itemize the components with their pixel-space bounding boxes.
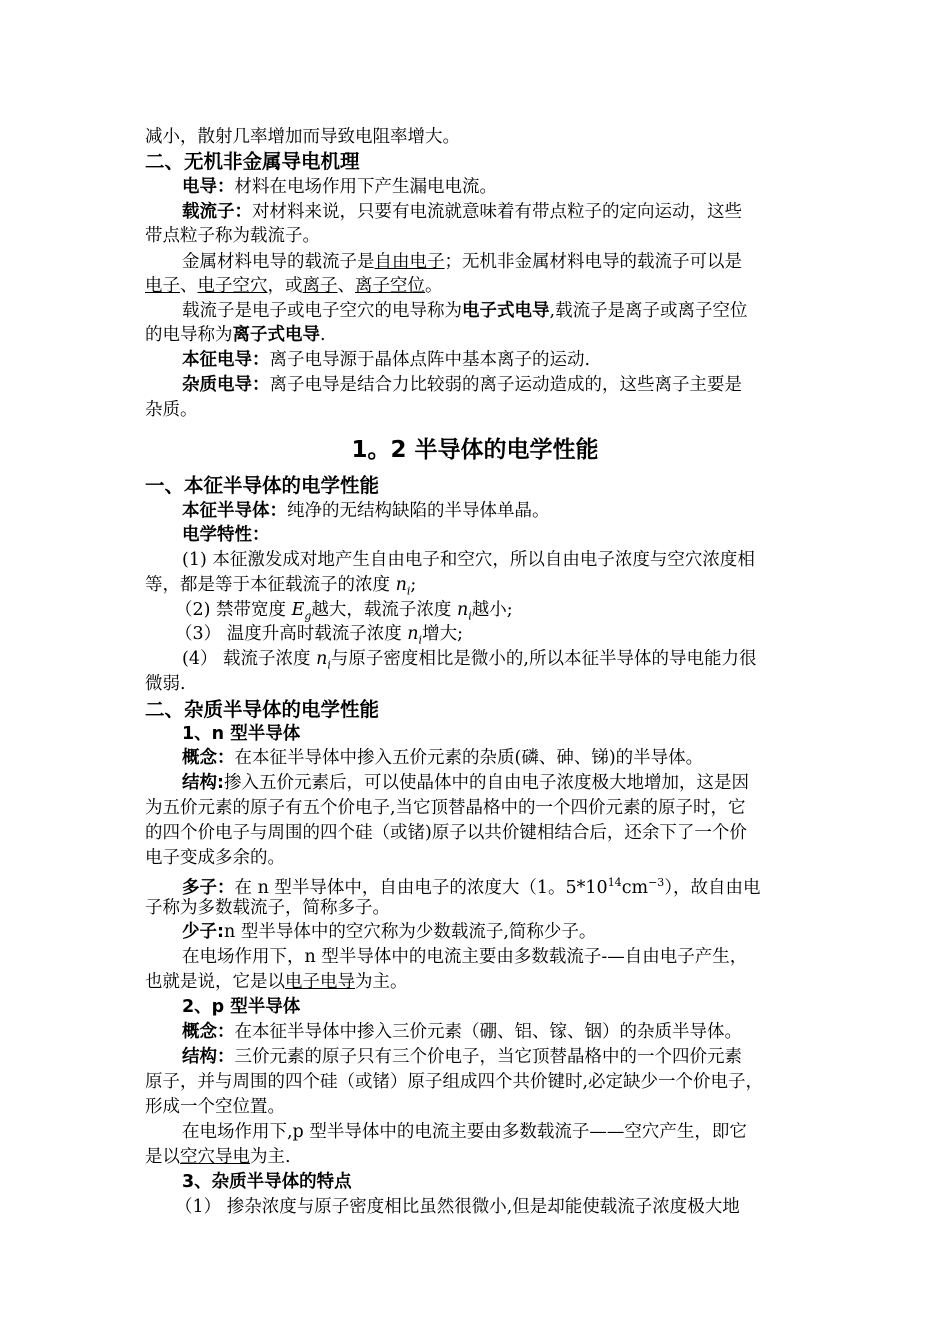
text: ），故自由电: [664, 877, 761, 898]
paragraph-p-field: [182, 1120, 747, 1144]
text: 也就是说，它是以: [145, 972, 285, 992]
superscript: 14: [607, 876, 622, 889]
text: 带点粒子称为载流子。: [145, 226, 320, 246]
text: 形成一个空位置。: [145, 1097, 285, 1117]
term: 结构:: [182, 773, 224, 793]
text: 与原子密度相比是微小的,所以本征半导体的导电能力很: [330, 649, 757, 669]
text: ；无机非金属材料电导的载流子可以是: [444, 252, 742, 272]
term: 电学特性：: [182, 525, 270, 545]
underlined-term: 自由电子: [374, 252, 445, 272]
definition-n-structure-cont: [145, 821, 747, 845]
text: ;: [410, 575, 417, 595]
underlined-term: 电子空穴: [197, 276, 268, 296]
subheading-features: [182, 1170, 352, 1194]
paragraph-conduction-types-cont: [145, 323, 326, 347]
text: 越小;: [471, 600, 513, 620]
symbol: i: [327, 658, 331, 672]
symbol: E: [291, 600, 305, 620]
paragraph-continuation: [145, 125, 460, 149]
definition-minority-carrier: [182, 920, 596, 944]
text: 为五价元素的原子有五个价电子,当它顶替晶格中的一个四价元素的原子时，它: [145, 798, 746, 818]
term: 电导：: [182, 177, 235, 197]
chapter-title: 1。2 半导体的电学性能: [351, 437, 599, 463]
text: 载流子是电子或电子空穴的电导称为: [182, 301, 462, 321]
text: .: [320, 325, 326, 345]
term: 杂质电导：: [182, 375, 270, 395]
underlined-term: 电子: [145, 276, 180, 296]
term: 1、n 型半导体: [182, 724, 301, 744]
term: 本征半导体：: [182, 501, 287, 521]
text: (1) 本征激发成对地产生自由电子和空穴，所以自由电子浓度与空穴浓度相: [182, 550, 755, 570]
text: 、: [180, 276, 198, 296]
text: 在本征半导体中掺入三价元素（硼、铝、镓、铟）的杂质半导体。: [234, 1022, 742, 1042]
symbol: i: [418, 633, 423, 647]
paragraph-n-field-cont: [145, 970, 408, 994]
term: 概念：: [182, 748, 235, 768]
symbol: n: [395, 575, 407, 595]
text: 。: [425, 276, 443, 296]
definition-carrier-cont: [145, 224, 320, 248]
text: 是以: [145, 1147, 180, 1167]
text: 在电场作用下,p 型半导体中的电流主要由多数载流子——空穴产生，即它: [182, 1122, 747, 1142]
definition-intrinsic-conduction: [182, 348, 590, 372]
text: 微弱.: [145, 674, 186, 694]
text: cm: [621, 877, 649, 898]
symbol: n: [316, 649, 328, 669]
underlined-term: 空穴导电: [180, 1147, 250, 1167]
definition-p-structure: [182, 1045, 742, 1069]
subheading-p-type: [182, 995, 300, 1019]
text: 的电导称为: [145, 325, 233, 345]
section-heading: 二、无机非金属导电机理: [145, 150, 360, 173]
term: 电子式电导: [462, 301, 550, 321]
definition-carrier: [182, 200, 742, 224]
paragraph-metal-carriers: [182, 250, 742, 274]
text: 、: [337, 276, 355, 296]
text: 对材料来说，只要有电流就意味着有带点粒子的定向运动，这些: [252, 202, 742, 222]
text: n 型半导体中的空穴称为少数载流子,简称少子。: [224, 922, 597, 942]
symbol: i: [468, 609, 472, 623]
text: ,载流子是离子或离子空位: [549, 301, 748, 321]
text: （3） 温度升高时载流子浓度: [175, 624, 408, 644]
definition-n-concept: [182, 746, 703, 770]
text: 电子变成多余的。: [145, 848, 285, 868]
text: 为主.: [250, 1147, 291, 1167]
paragraph-conduction-types: [182, 299, 748, 323]
text: 减小，散射几率增加而导致电阻率增大。: [145, 127, 460, 147]
term: 3、杂质半导体的特点: [182, 1172, 352, 1192]
definition-p-structure-cont: [145, 1070, 763, 1094]
paragraph-p-field-cont: [145, 1145, 291, 1169]
symbol: n: [407, 624, 419, 644]
text: 金属材料电导的载流子是: [182, 252, 375, 272]
text: 的四个价电子与周围的四个硅（或锗)原子以共价键相结合后，还余下了一个价: [145, 823, 747, 843]
definition-p-structure-cont: [145, 1095, 285, 1119]
definition-n-structure-cont: [145, 846, 285, 870]
text: ，或: [267, 276, 303, 296]
text: 等，都是等于本征载流子的浓度: [145, 575, 396, 595]
underlined-term: 电子电导: [285, 972, 355, 992]
text: 掺入五价元素后，可以使晶体中的自由电子浓度极大地增加，这是因: [224, 773, 749, 793]
underlined-term: 离子: [302, 276, 338, 296]
definition-impurity-conduction-cont: [145, 398, 198, 422]
term: 2、p 型半导体: [182, 997, 301, 1017]
subheading-properties: [182, 523, 270, 547]
text: 离子电导源于晶体点阵中基本离子的运动.: [269, 350, 591, 370]
term: 离子式电导: [232, 325, 320, 345]
term: 少子:: [182, 922, 224, 942]
underlined-term: 离子空位: [355, 276, 425, 296]
paragraph-n-field: [182, 945, 747, 969]
text: （2) 禁带宽度: [175, 600, 292, 620]
list-item-cont: [145, 672, 186, 696]
definition-majority-carrier-cont: [145, 896, 390, 920]
term: 概念：: [182, 1022, 235, 1042]
definition-conductance: [182, 175, 497, 199]
text: 为主。: [355, 972, 408, 992]
definition-p-concept: [182, 1020, 742, 1044]
definition-impurity-conduction: [182, 373, 742, 397]
definition-n-structure: [182, 771, 749, 795]
text: (4） 载流子浓度: [182, 649, 317, 669]
text: 材料在电场作用下产生漏电电流。: [234, 177, 497, 197]
section-heading: 一、本征半导体的电学性能: [145, 474, 380, 497]
text: 在 n 型半导体中，自由电子的浓度大（1。5*10: [234, 877, 608, 898]
text: 原子，并与周围的四个硅（或锗）原子组成四个共价键时,必定缺少一个价电子，: [145, 1072, 764, 1092]
text: 离子电导是结合力比较弱的离子运动造成的，这些离子主要是: [269, 375, 742, 395]
symbol: n: [456, 600, 469, 620]
paragraph-metal-carriers-cont: [145, 274, 443, 298]
list-item: [182, 548, 755, 572]
text: 越大，载流子浓度: [311, 600, 457, 620]
text: 纯净的无结构缺陷的半导体单晶。: [287, 501, 550, 521]
term: 多子：: [182, 877, 235, 898]
text: 增大;: [422, 624, 463, 644]
subheading-n-type: [182, 722, 300, 746]
text: 三价元素的原子只有三个价电子，当它顶替晶格中的一个四价元素: [234, 1047, 742, 1067]
definition-intrinsic-semiconductor: [182, 499, 550, 523]
section-heading: 二、杂质半导体的电学性能: [145, 698, 380, 721]
text: 在本征半导体中掺入五价元素的杂质(磷、砷、锑)的半导体。: [234, 748, 704, 768]
symbol: g: [304, 609, 312, 623]
text: 子称为多数载流子，简称多子。: [145, 898, 390, 918]
text: 杂质。: [145, 400, 198, 420]
superscript: −3: [648, 876, 665, 889]
list-item: [182, 647, 756, 678]
term: 本征电导：: [182, 350, 270, 370]
term: 结构：: [182, 1047, 235, 1067]
text: （1） 掺杂浓度与原子密度相比虽然很微小,但是却能使载流子浓度极大地: [175, 1197, 740, 1217]
list-item: [175, 1195, 740, 1219]
definition-n-structure-cont: [145, 796, 746, 820]
text: 在电场作用下，n 型半导体中的电流主要由多数载流子-—自由电子产生，: [182, 947, 748, 967]
term: 载流子：: [182, 202, 252, 222]
symbol: i: [406, 584, 411, 598]
